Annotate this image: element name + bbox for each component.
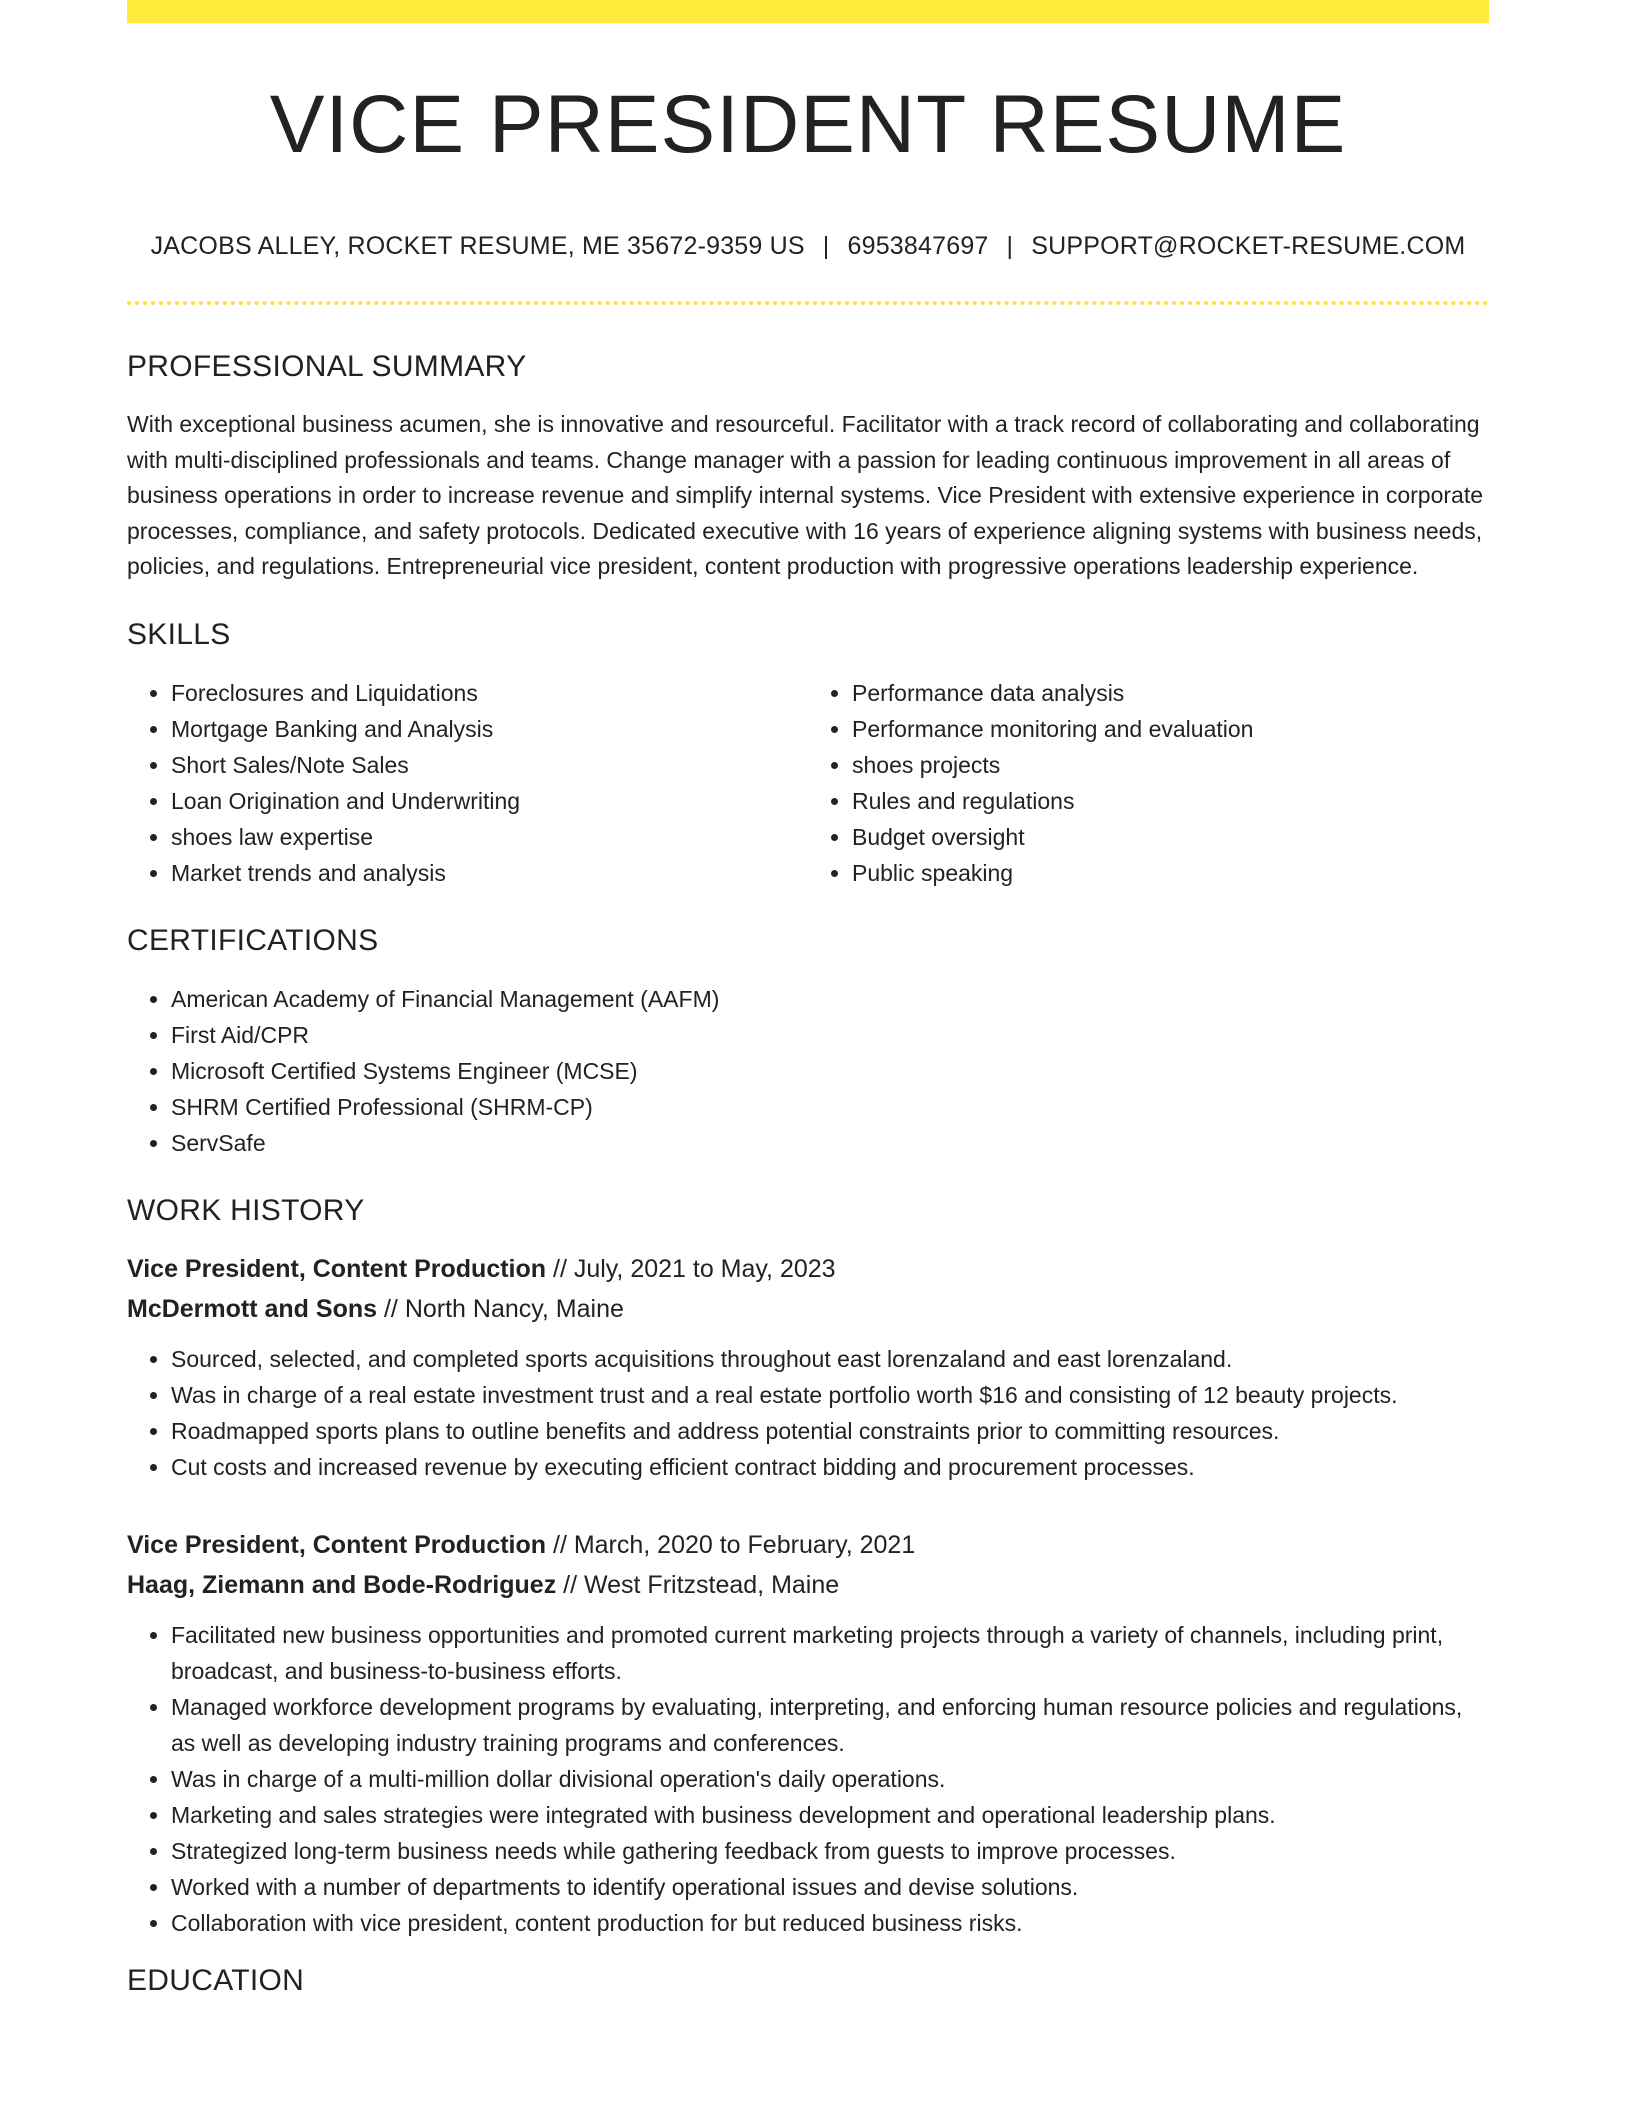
certification-item: • American Academy of Financial Management (AAFM) [171,981,1489,1017]
job-dates: // July, 2021 to May, 2023 [546,1254,836,1283]
work-history-heading: WORK HISTORY [127,1193,365,1227]
contact-email: SUPPORT@ROCKET-RESUME.COM [1031,232,1466,260]
job-dates: // March, 2020 to February, 2021 [546,1530,916,1559]
top-accent-bar [127,0,1489,23]
contact-separator: | [822,232,830,260]
contact-separator: | [1006,232,1014,260]
contact-phone: 6953847697 [847,232,989,260]
skill-item: • Foreclosures and Liquidations [171,675,808,711]
certification-item: • Microsoft Certified Systems Engineer (MCSE) [171,1053,1489,1089]
summary-heading: PROFESSIONAL SUMMARY [127,350,527,383]
skills-list [127,675,1489,891]
job-bullet: • Cut costs and increased revenue by executing efficient contract bidding and procurement processes. [171,1449,1489,1485]
job-bullets [127,1617,1489,1941]
certification-item: • First Aid/CPR [171,1017,1489,1053]
skill-item: • Short Sales/Note Sales [171,747,808,783]
resume-page [127,0,1489,1999]
dotted-divider [127,301,1489,305]
job-company-line [127,1289,1489,1329]
job-bullets [127,1341,1489,1485]
skill-item: • shoes law expertise [171,819,808,855]
job-entry [127,1249,1489,1485]
certifications-list [127,981,1489,1161]
job-title: Vice President, Content Production [127,1254,547,1283]
job-bullet: • Was in charge of a real estate investment trust and a real estate portfolio worth $16 and consisting of 12 beauty projects. [171,1377,1489,1413]
skill-item: • Market trends and analysis [171,855,808,891]
skills-column-right [808,675,1489,891]
job-company: McDermott and Sons [127,1294,378,1323]
contact-address: JACOBS ALLEY, ROCKET RESUME, ME 35672-9359 US [150,232,805,260]
resume-title: VICE PRESIDENT RESUME [269,79,1347,170]
job-bullet: • Was in charge of a multi-million dollar divisional operation's daily operations. [171,1761,1489,1797]
job-title-line [127,1525,1489,1565]
summary-text: With exceptional business acumen, she is innovative and resourceful. Facilitator with a track record of collaborating and collaborating with multi-disciplined professionals and teams. Change manager with a passion for leading continuous improvement in all areas of business operations in order to increase revenue and simplify internal systems. Vice President with extensive experience in corporate processes, compliance, and safety protocols. Dedicated executive with 16 years of experience aligning systems with business needs, policies, and regulations. Entrepreneurial vice president, content production with progressive operations leadership experience. [127,411,1484,579]
job-entry [127,1525,1489,1941]
skill-item: • Public speaking [852,855,1489,891]
skills-column-left [127,675,808,891]
job-bullet: • Strategized long-term business needs while gathering feedback from guests to improve processes. [171,1833,1489,1869]
skills-heading: SKILLS [127,617,231,651]
job-bullet: • Sourced, selected, and completed sports acquisitions throughout east lorenzaland and east lorenzaland. [171,1341,1489,1377]
job-bullet: • Worked with a number of departments to identify operational issues and devise solutions. [171,1869,1489,1905]
job-location: // West Fritzstead, Maine [556,1570,840,1599]
skill-item: • shoes projects [852,747,1489,783]
job-location: // North Nancy, Maine [377,1294,624,1323]
certification-item: • ServSafe [171,1125,1489,1161]
education-heading: EDUCATION [127,1963,305,1997]
job-company: Haag, Ziemann and Bode-Rodriguez [127,1570,557,1599]
job-bullet: • Facilitated new business opportunities and promoted current marketing projects through a variety of channels, including print, broadcast, and business-to-business efforts. [171,1617,1489,1689]
job-company-line [127,1565,1489,1605]
skill-item: • Loan Origination and Underwriting [171,783,808,819]
job-title: Vice President, Content Production [127,1530,547,1559]
job-title-line [127,1249,1489,1289]
job-bullet: • Managed workforce development programs by evaluating, interpreting, and enforcing human resource policies and regulations, as well as developing industry training programs and conferences. [171,1689,1489,1761]
certification-item: • SHRM Certified Professional (SHRM-CP) [171,1089,1489,1125]
skill-item: • Mortgage Banking and Analysis [171,711,808,747]
skill-item: • Performance data analysis [852,675,1489,711]
skill-item: • Budget oversight [852,819,1489,855]
contact-line [127,232,1489,261]
certifications-heading: CERTIFICATIONS [127,923,379,957]
skill-item: • Rules and regulations [852,783,1489,819]
skill-item: • Performance monitoring and evaluation [852,711,1489,747]
job-bullet: • Collaboration with vice president, content production for but reduced business risks. [171,1905,1489,1941]
job-bullet: • Roadmapped sports plans to outline benefits and address potential constraints prior to committing resources. [171,1413,1489,1449]
job-bullet: • Marketing and sales strategies were integrated with business development and operational leadership plans. [171,1797,1489,1833]
